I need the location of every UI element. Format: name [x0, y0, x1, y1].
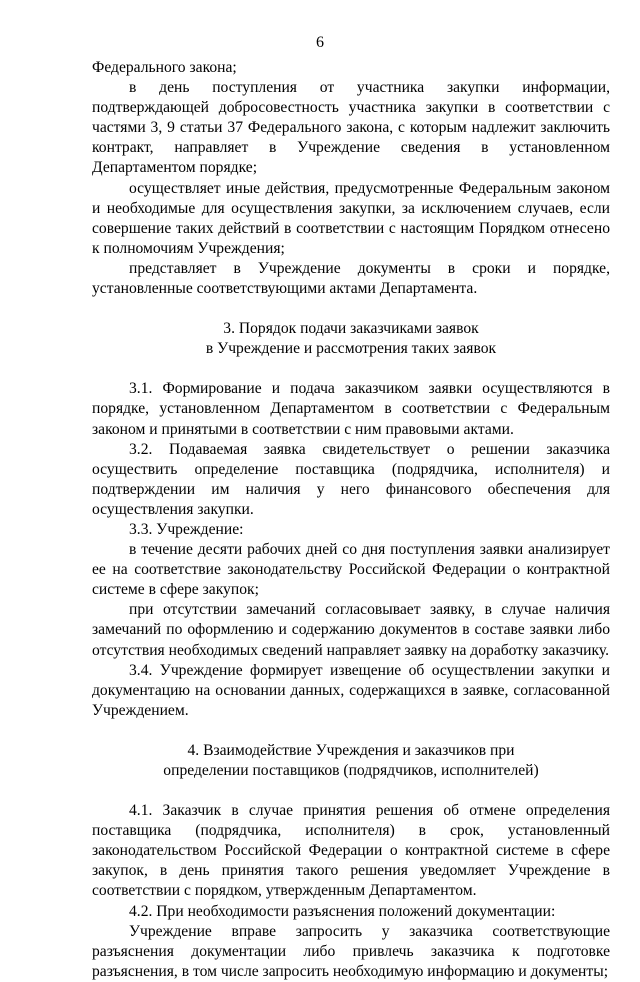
paragraph: в день поступления от участника закупки информации, подтверждающей добросовестность участника закупки в соответствии с частями 3, 9 статьи 37 Федерального закона, с которым надлежит заключить контракт, направляет в Учреждение сведения в установленном Департаментом порядке; — [92, 79, 610, 177]
paragraph: 4.2. При необходимости разъяснения положений документации: — [129, 902, 556, 920]
document-body — [92, 58, 610, 982]
section-4-heading-line-2: определении поставщиков (подрядчиков, исполнителей) — [163, 762, 539, 779]
paragraph: в течение десяти рабочих дней со дня поступления заявки анализирует ее на соответствие законодательству Российской Федерации о контрактной системе в сфере закупок; — [92, 541, 610, 599]
paragraph: при отсутствии замечаний согласовывает заявку, в случае наличия замечаний по оформлению и содержанию документов в составе заявки либо отсутствия необходимых сведений направляет заявку на доработку заказчику. — [92, 601, 610, 659]
paragraph: 3.2. Подаваемая заявка свидетельствует о решении заказчика осуществить определение поставщика (подрядчика, исполнителя) и подтверждении им наличия у него финансового обеспечения для осуществления закупки. — [92, 440, 610, 518]
section-3-heading — [92, 319, 610, 359]
paragraph: Федерального закона; — [92, 59, 237, 76]
paragraph: осуществляет иные действия, предусмотренные Федеральным законом и необходимые для осуществления закупки, за исключением случаев, если совершение таких действий в соответствии с настоящим Порядком отнесено к полномочиям Учреждения; — [92, 179, 610, 257]
paragraph: 3.1. Формирование и подача заказчиком заявки осуществляются в порядке, установленном Департаментом в соответствии с Федеральным законом и принятыми в соответствии с ним правовыми актами. — [92, 380, 610, 438]
paragraph: 4.1. Заказчик в случае принятия решения об отмене определения поставщика (подрядчика, исполнителя) в срок, установленный законодательством Российской Федерации о контрактной системе в сфере закупок, в день принятия такого решения уведомляет Учреждение в соответствии с порядком, утвержденным Департаментом. — [92, 802, 610, 900]
paragraph: 3.3. Учреждение: — [129, 520, 244, 538]
section-4-heading-line-1: 4. Взаимодействие Учреждения и заказчиков при — [187, 741, 515, 759]
section-4-heading — [92, 741, 610, 781]
section-3-heading-line-2: в Учреждение и рассмотрения таких заявок — [205, 340, 497, 358]
paragraph: 3.4. Учреждение формирует извещение об осуществлении закупки и документацию на основании данных, содержащихся в заявке, согласованной Учреждением. — [92, 661, 610, 719]
section-3-heading-line-1: 3. Порядок подачи заказчиками заявок — [223, 320, 479, 338]
paragraph: Учреждение вправе запросить у заказчика соответствующие разъяснения документации либо привлечь заказчика к подготовке разъяснения, в том числе запросить необходимую информацию и документы; — [92, 922, 610, 980]
paragraph: представляет в Учреждение документы в сроки и порядке, установленные соответствующими актами Департамента. — [92, 259, 610, 298]
page-number: 6 — [316, 34, 324, 51]
